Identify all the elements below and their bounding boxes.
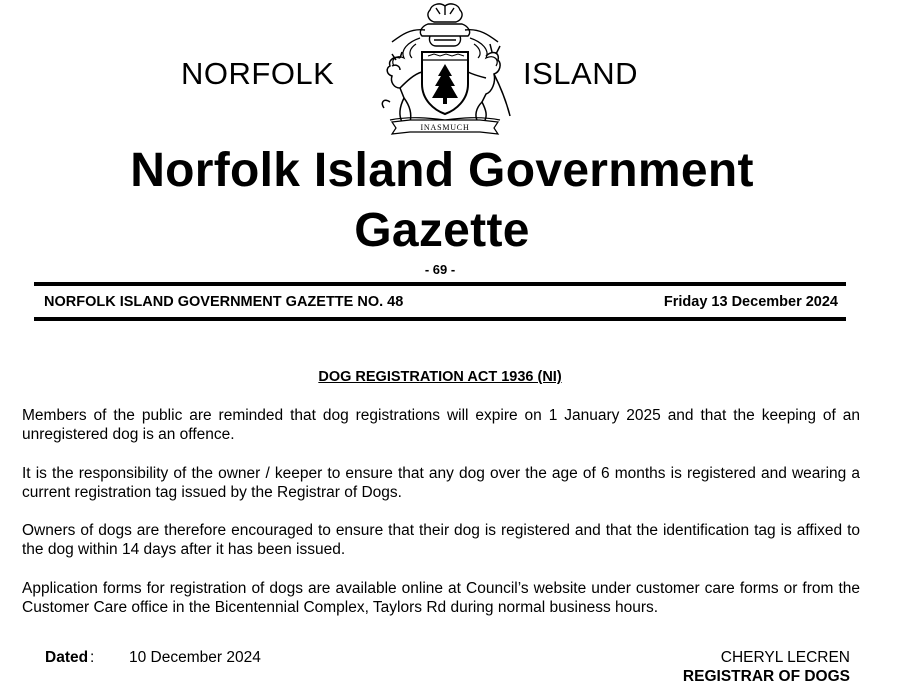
crest-motto: INASMUCH — [420, 123, 470, 132]
notice-paragraph-4: Application forms for registration of dogs are available online at Council’s website under customer care forms or from the Customer Care office in the Bicentennial Complex, Taylors Rd during normal business hours. — [22, 580, 860, 616]
notice-paragraph-1: Members of the public are reminded that dog registrations will expire on 1 January 2025 and that the keeping of an unregistered dog is an offence. — [22, 407, 860, 443]
gazette-number: NORFOLK ISLAND GOVERNMENT GAZETTE NO. 48 — [44, 294, 404, 310]
notice-paragraph-2: It is the responsibility of the owner / keeper to ensure that any dog over the age of 6 months is registered and wearing a current registration tag issued by the Registrar of Dogs. — [22, 465, 860, 501]
header-word-right: ISLAND — [523, 56, 638, 91]
masthead — [44, 294, 838, 310]
masthead-rule-top — [34, 282, 846, 286]
page-number: - 69 - — [424, 262, 456, 277]
dated-colon: : — [90, 649, 95, 666]
header-word-left: NORFOLK — [181, 56, 335, 91]
signatory-title: REGISTRAR OF DOGS — [682, 668, 850, 685]
dated-label: Dated — [45, 649, 89, 666]
gazette-title-line1: Norfolk Island Government — [130, 144, 754, 197]
notice-paragraph-3: Owners of dogs are therefore encouraged to ensure that their dog is registered and that the identification tag is affixed to the dog within 14 days after it has been issued. — [22, 522, 860, 558]
coat-of-arms-icon — [370, 2, 520, 138]
masthead-rule-bottom — [34, 317, 846, 321]
signatory-name: CHERYL LECREN — [720, 649, 850, 666]
dated-value: 10 December 2024 — [129, 649, 261, 666]
gazette-date: Friday 13 December 2024 — [663, 294, 838, 310]
act-title: DOG REGISTRATION ACT 1936 (NI) — [318, 369, 562, 385]
gazette-title-line2: Gazette — [354, 204, 530, 257]
